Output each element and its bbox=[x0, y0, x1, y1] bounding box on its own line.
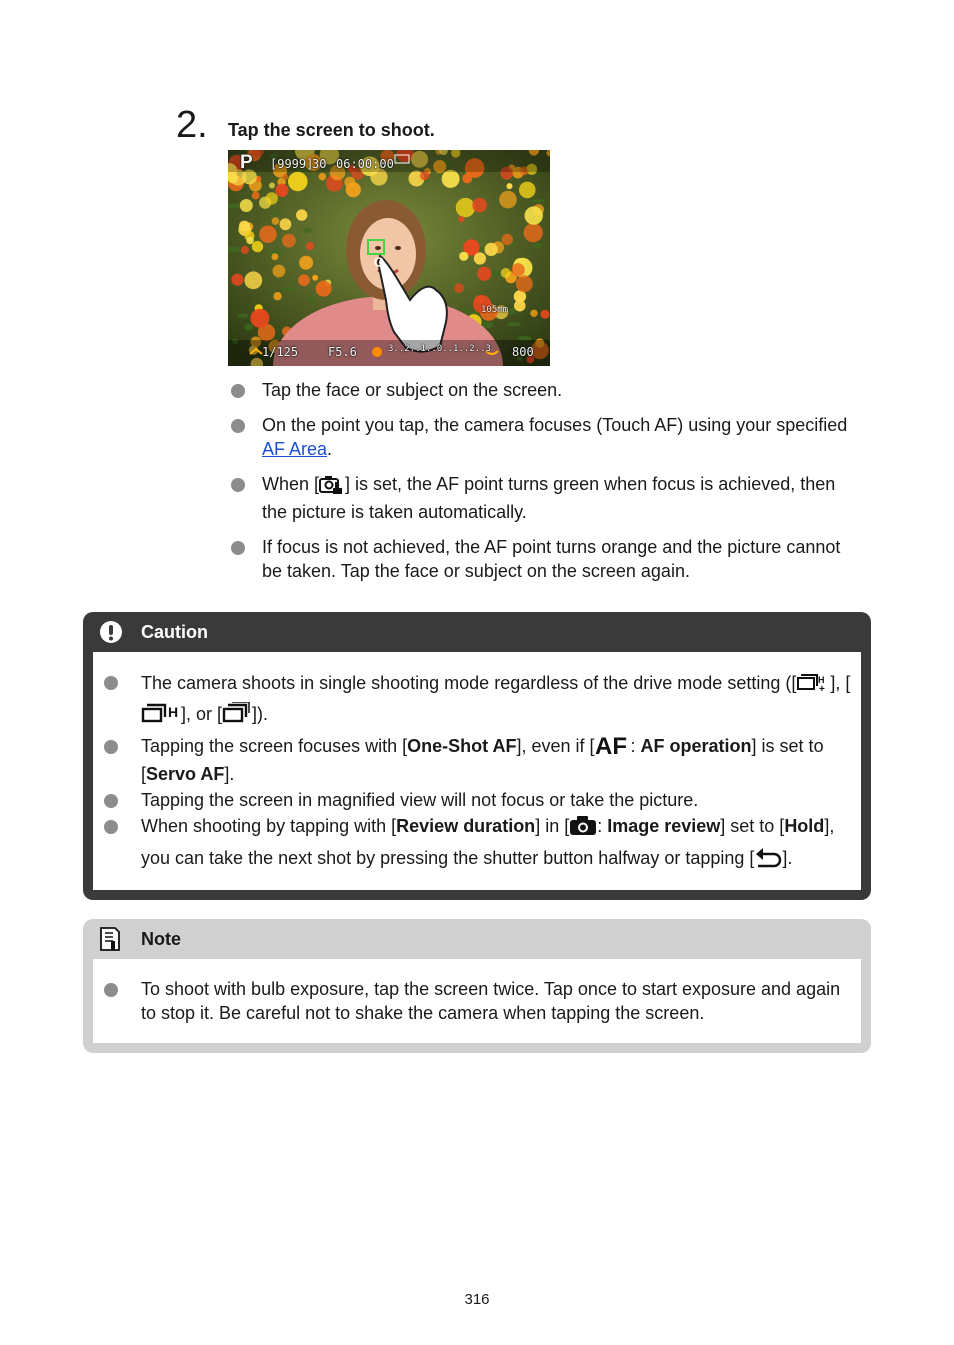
page-number: 316 bbox=[464, 1291, 490, 1308]
list-item: When [ ] is set, the AF point turns green when focus is achieved, then the picture is taken automatically. bbox=[228, 472, 848, 524]
list-item: Tapping the screen focuses with [One-Shot AF], even if [ AF : AF operation] is set to [Servo AF]. bbox=[101, 734, 851, 786]
af-area-link[interactable]: AF Area bbox=[262, 439, 328, 459]
list-item: If focus is not achieved, the AF point turns orange and the picture cannot be taken. Tap the face or subject on the screen again. bbox=[228, 535, 848, 583]
note-body bbox=[93, 959, 861, 1043]
continuous-icon bbox=[222, 702, 252, 732]
focal-length: 105mm bbox=[481, 305, 509, 315]
af-icon bbox=[595, 734, 631, 762]
svg-text:H: H bbox=[168, 704, 179, 720]
note-title: Note bbox=[141, 928, 181, 949]
camera-icon bbox=[569, 814, 597, 842]
note-list bbox=[101, 977, 851, 1027]
step-title: Tap the screen to shoot. bbox=[228, 120, 435, 140]
step-number: 2. bbox=[176, 104, 208, 146]
note-header bbox=[83, 919, 871, 959]
exposure-scale: 3..2..1..0..1..2..3 bbox=[388, 344, 491, 354]
iso-value: 800 bbox=[512, 345, 534, 359]
list-item: When shooting by tapping with [Review duration] in [ : Image review] set to [Hold], you can take the next shot by pressing the shutter button halfway or tapping [ ]. bbox=[101, 814, 851, 874]
caution-title: Caution bbox=[141, 621, 208, 642]
continuous-high-icon bbox=[141, 702, 181, 732]
touch-shutter-icon bbox=[319, 474, 345, 500]
list-item: To shoot with bulb exposure, tap the screen twice. Tap once to start exposure and again to stop it. Be careful not to shake the camera when tapping the screen. bbox=[101, 977, 851, 1025]
return-icon bbox=[754, 846, 782, 874]
note-box bbox=[83, 919, 871, 1053]
shutter-speed: 1/125 bbox=[262, 345, 299, 359]
list-item: Tapping the screen in magnified view will not focus or take the picture. bbox=[101, 788, 851, 812]
svg-text:AF: AF bbox=[594, 734, 627, 756]
continuous-high-plus-icon bbox=[796, 673, 830, 701]
burst-counter: 30 bbox=[312, 157, 327, 171]
caution-body bbox=[93, 652, 861, 890]
aperture-value: F5.6 bbox=[328, 345, 357, 359]
caution-header bbox=[83, 612, 871, 652]
list-item: The camera shoots in single shooting mode regardless of the drive mode setting ([ H + ], [ H ], or [ ]). bbox=[101, 670, 851, 732]
caution-icon bbox=[99, 620, 123, 644]
list-item: Tap the face or subject on the screen. bbox=[228, 378, 848, 402]
caution-box bbox=[83, 612, 871, 900]
svg-text:+: + bbox=[819, 684, 826, 693]
camera-screen-photo bbox=[228, 150, 550, 366]
svg-text:H: H bbox=[818, 675, 825, 685]
photo-illustration bbox=[228, 150, 550, 366]
list-item: On the point you tap, the camera focuses (Touch AF) using your specified AF Area. bbox=[228, 413, 848, 461]
time-readout: 06:00:00 bbox=[336, 157, 394, 171]
shooting-mode: P bbox=[240, 152, 253, 173]
shots-remaining: [9999] bbox=[270, 157, 314, 171]
step-bullet-list bbox=[228, 378, 848, 594]
caution-list bbox=[101, 670, 851, 876]
note-icon bbox=[99, 927, 123, 951]
